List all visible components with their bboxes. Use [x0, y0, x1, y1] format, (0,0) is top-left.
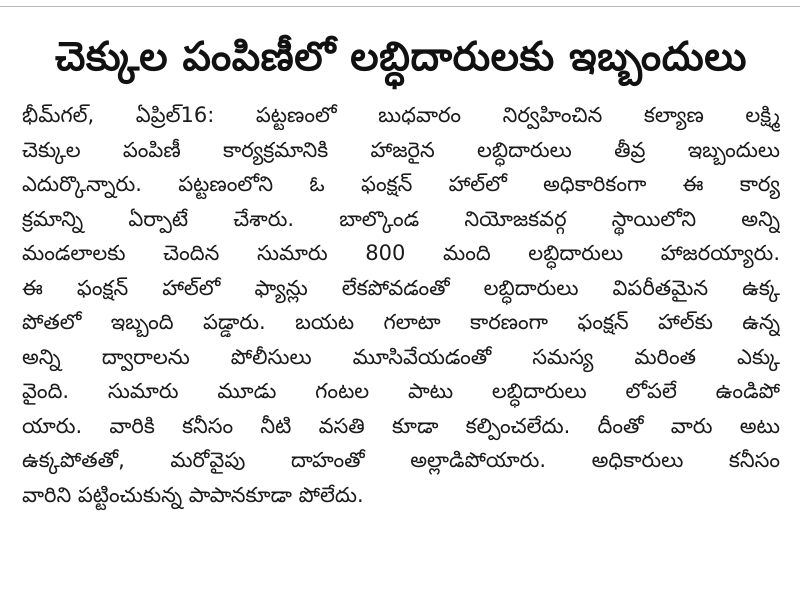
article-body-line: అన్ని ద్వారాలను పోలీసులు మూసివేయడంతో సమస్య మరింత ఎక్కు [22, 344, 780, 369]
news-article [22, 28, 780, 512]
article-body-line: ఈ ఫంక్షన్ హాల్‌లో ఫ్యాన్లు లేకపోవడంతో లబ్ధిదారులు విపరీతమైన ఉక్క [22, 275, 780, 300]
article-headline: చెక్కుల పంపిణీలో లబ్ధిదారులకు ఇబ్బందులు [55, 34, 747, 80]
article-body [22, 98, 780, 512]
article-body-line: ఉక్కపోతతో, మరోవైపు దాహంతో అల్లాడిపోయారు. అధికారులు కనీసం [22, 448, 780, 472]
top-divider [0, 6, 800, 7]
article-body-line: ఎదుర్కొన్నారు. పట్టణంలోని ఓ ఫంక్షన్ హాల్‌లో అధికారికంగా ఈ కార్య [22, 172, 780, 196]
article-body-line: వారిని పట్టించుకున్న పాపానకూడా పోలేదు. [22, 482, 364, 507]
article-body-line: వైంది. సుమారు మూడు గంటల పాటు లబ్ధిదారులు లోపలే ఉండిపో [22, 379, 780, 403]
article-body-line: భీమ్‌గల్, ఏప్రిల్16: పట్టణంలో బుధవారం నిర్వహించిన కల్యాణ లక్ష్మి [22, 103, 780, 127]
article-body-line: మండలాలకు చెందిన సుమారు 800 మంది లబ్ధిదారులు హాజరయ్యారు. [22, 241, 780, 265]
article-body-line: పోతలో ఇబ్బంది పడ్డారు. బయట గలాటా కారణంగా ఫంక్షన్ హాల్‌కు ఉన్న [22, 310, 780, 334]
article-body-line: యారు. వారికి కనీసం నీటి వసతి కూడా కల్పించలేదు. దీంతో వారు అటు [22, 413, 780, 438]
article-body-line: క్రమాన్ని ఏర్పాటే చేశారు. బాల్కొండ నియోజకవర్గ స్థాయిలోని అన్ని [22, 206, 780, 231]
article-body-line: చెక్కుల పంపిణీ కార్యక్రమానికి హాజరైన లబ్ధిదారులు తీవ్ర ఇబ్బందులు [22, 137, 780, 162]
